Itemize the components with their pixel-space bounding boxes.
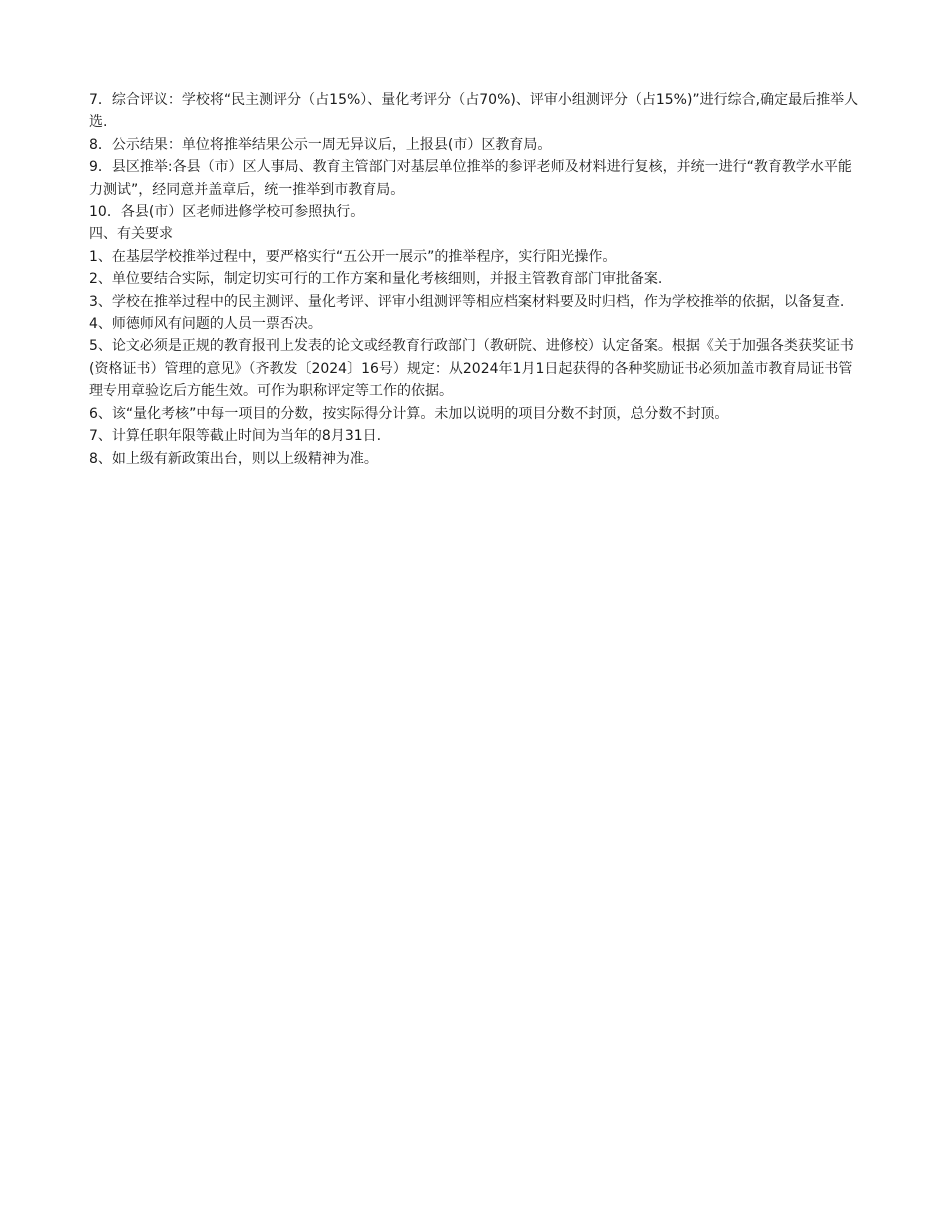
section-heading-requirements: 四、有关要求: [89, 226, 173, 243]
requirement-item-1: 1、在基层学校推举过程中，要严格实行“五公开一展示”的推举程序，实行阳光操作。: [89, 248, 617, 265]
paragraph-publicity-result: 8．公示结果：单位将推举结果公示一周无异议后，上报县(市）区教育局。: [89, 136, 552, 153]
requirement-item-3: 3、学校在推举过程中的民主测评、量化考评、评审小组测评等相应档案材料要及时归档，作为学校推举的依据，以备复查.: [89, 293, 845, 310]
requirement-item-6: 6、该“量化考核”中每一项目的分数，按实际得分计算。未加以说明的项目分数不封顶，总分数不封顶。: [89, 405, 729, 422]
paragraph-comprehensive-review: 7．综合评议：学校将“民主测评分（占15%）、量化考评分（占70%)、评审小组测评分（占15%)”进行综合,确定最后推举人选.: [89, 92, 859, 131]
paragraph-county-recommendation: 9．县区推举:各县（市）区人事局、教育主管部门对基层单位推举的参评老师及材料进行复核，并统一进行“教育教学水平能力测试”，经同意并盖章后，统一推举到市教育局。: [89, 159, 852, 198]
requirement-item-8: 8、如上级有新政策出台，则以上级精神为准。: [89, 450, 378, 467]
document-body: [89, 89, 861, 470]
requirement-item-5: 5、论文必须是正规的教育报刊上发表的论文或经教育行政部门（教研院、进修校）认定备案。根据《关于加强各类获奖证书(资格证书）管理的意见》（齐教发〔2024〕16号）规定：从2024年1月1日起获得的各种奖励证书必须加盖市教育局证书管理专用章验讫后方能生效。可作为职称评定等工作的依据。: [89, 338, 854, 400]
requirement-item-4: 4、师德师风有问题的人员一票否决。: [89, 316, 322, 333]
paragraph-training-school: 10．各县(市）区老师进修学校可参照执行。: [89, 204, 365, 221]
requirement-item-2: 2、单位要结合实际，制定切实可行的工作方案和量化考核细则，并报主管教育部门审批备案.: [89, 271, 663, 288]
requirement-item-7: 7、计算任职年限等截止时间为当年的8月31日.: [89, 428, 382, 445]
